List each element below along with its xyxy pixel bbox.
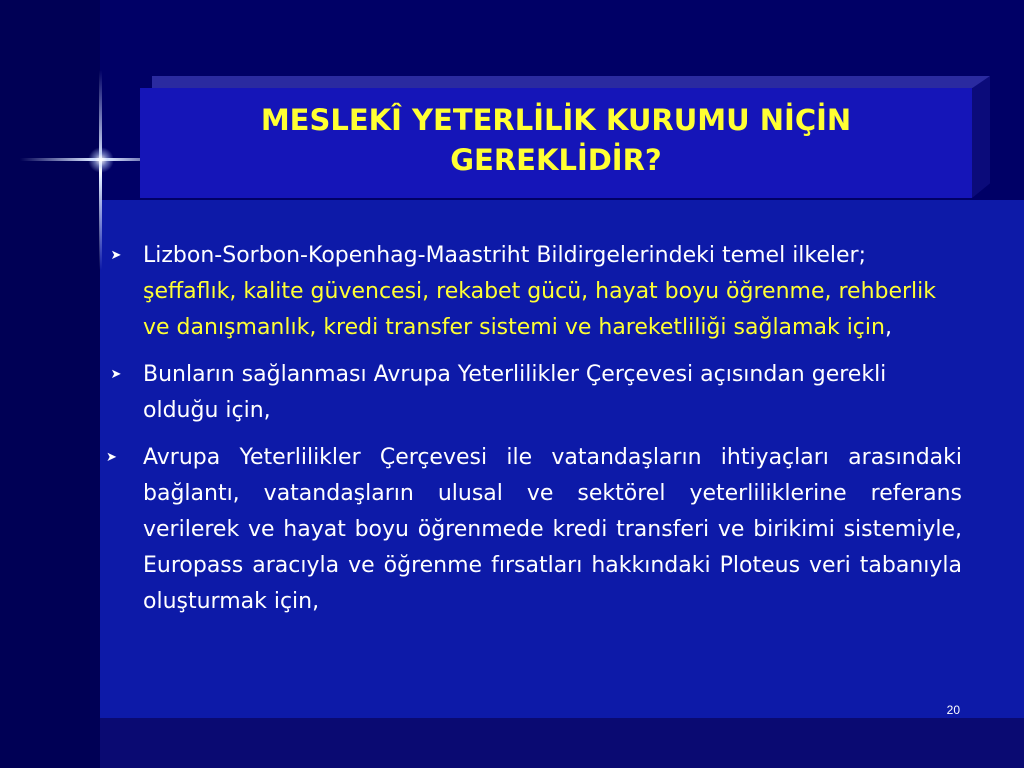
slide-title-line-1: MESLEKÎ YETERLİLİK KURUMU NİÇİN [260,103,852,137]
bullet-item-2 [106,357,962,429]
page-number: 20 [946,703,960,717]
slide-title-line-2: GEREKLİDİR? [450,143,662,177]
title-box-top-bevel [152,76,990,88]
bullet-3-text: Avrupa Yeterlilikler Çerçevesi ile vatandaşların ihtiyaçları arasındaki bağlantı, vatandaşların ulusal ve sektörel yeterliliklerine referans verilerek ve hayat boyu öğrenmede kredi transferi ve birikimi sistemiyle, Europass aracıyla ve öğrenme fırsatları hakkındaki Ploteus veri tabanıyla oluşturmak için, [143,445,962,614]
bullet-1-text-end: , [884,315,892,340]
bullet-item-1 [106,238,962,346]
arrowhead-icon: ➤ [110,367,122,382]
slide-title [140,100,972,180]
bullet-item-3 [106,440,962,620]
bullet-1-text-highlight: şeffaflık, kalite güvencesi, rekabet gücü, hayat boyu öğrenme, rehberlik ve danışmanlık, kredi transfer sistemi ve hareketliliği sağlamak için [143,279,937,340]
footer-band [100,718,1024,768]
arrowhead-icon: ➤ [106,450,117,465]
bullet-1-text-lead: Lizbon-Sorbon-Kopenhag-Maastriht Bildirgelerindeki temel ilkeler; [143,243,867,268]
bullet-2-text: Bunların sağlanması Avrupa Yeterlilikler Çerçevesi açısından gerekli olduğu için, [143,362,887,423]
title-box-side-bevel [972,76,990,198]
bullet-list [106,238,962,631]
light-flare-glow [88,147,114,173]
left-margin-band [0,0,100,768]
arrowhead-icon: ➤ [110,248,122,263]
